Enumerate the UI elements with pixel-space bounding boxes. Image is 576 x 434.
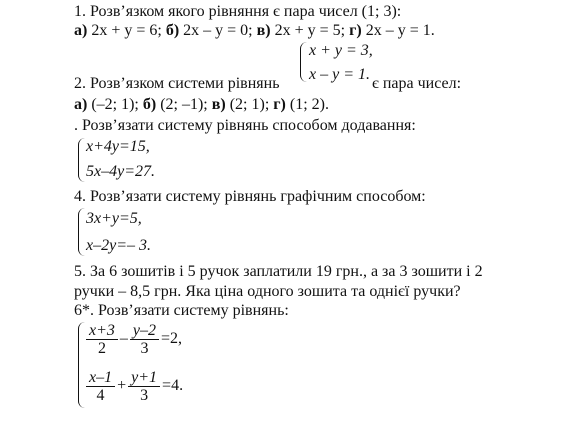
q6-eq2-frac1 <box>86 369 115 404</box>
q2-v-label: в) <box>211 96 226 113</box>
q4-brace <box>78 208 85 256</box>
q4-title: 4. Розв’язати систему рівнянь графічним способом: <box>74 188 426 205</box>
q1-b-label: б) <box>165 22 180 39</box>
q3-title: . Розв’язати систему рівнянь способом додавання: <box>74 117 416 134</box>
q1-title: 1. Розв’язком якого рівняння є пара чисел (1; 3): <box>74 3 402 20</box>
q6-eq1-num2: y–2 <box>130 322 159 340</box>
q2-a: (–2; 1); <box>91 96 139 113</box>
q1-b: 2x – y = 0; <box>183 22 253 39</box>
q2-b: (2; –1); <box>160 96 208 113</box>
q1-options <box>74 22 435 40</box>
q6-eq2-rhs: =4. <box>162 377 184 395</box>
q6-eq2-den1: 4 <box>96 387 105 404</box>
q6-eq1-op: – <box>119 330 128 348</box>
q6-eq2-den2: 3 <box>140 387 149 404</box>
q6-eq2-op: + <box>117 377 127 395</box>
q1-g: 2x – y = 1. <box>365 22 435 39</box>
q1-g-label: г) <box>349 22 362 39</box>
q6-eq2-num1: x–1 <box>86 369 115 387</box>
q6-eq2-num2: y+1 <box>128 369 160 387</box>
q6-eq1-rhs: =2, <box>161 330 183 348</box>
q1-a: 2x + y = 6; <box>91 22 162 39</box>
q5-line1: 5. За 6 зошитів і 5 ручок заплатили 19 грн., а за 3 зошити і 2 <box>74 263 483 280</box>
q2-eq1: x + y = 3, <box>309 42 373 59</box>
q6-eq1-den2: 3 <box>140 340 149 357</box>
q2-eq2: x – y = 1. <box>309 66 370 83</box>
q2-g: (1; 2). <box>289 96 329 113</box>
q6-title: 6*. Розв’язати систему рівнянь: <box>74 302 289 319</box>
q6-eq1-frac2 <box>130 322 159 357</box>
q2-g-label: г) <box>273 96 286 113</box>
q2-options <box>74 96 329 114</box>
q4-eq1: 3x+y=5, <box>86 210 142 227</box>
q2-a-label: а) <box>74 96 88 113</box>
q2-b-label: б) <box>142 96 157 113</box>
q1-a-label: а) <box>74 22 88 39</box>
q2-prefix: 2. Розв’язком системи рівнянь <box>74 75 280 92</box>
q6-eq1-num1: x+3 <box>86 322 118 340</box>
q6-eq1 <box>84 322 182 357</box>
q2-v: (2; 1); <box>229 96 270 113</box>
q4-eq2: x–2y=– 3. <box>86 237 151 254</box>
q3-brace <box>78 138 85 182</box>
q6-eq2 <box>84 369 183 404</box>
q3-eq1: x+4y=15, <box>86 138 150 155</box>
q6-eq2-frac2 <box>128 369 160 404</box>
q3-eq2: 5x–4y=27. <box>86 163 155 180</box>
q2-suffix: є пара чисел: <box>372 75 462 92</box>
q1-v: 2x + y = 5; <box>274 22 346 39</box>
q1-v-label: в) <box>256 22 271 39</box>
q5-line2: ручки – 8,5 грн. Яка ціна одного зошита та однієї ручки? <box>74 283 461 300</box>
q6-eq1-den1: 2 <box>97 340 106 357</box>
q2-brace <box>300 42 307 82</box>
q6-eq1-frac1 <box>86 322 118 357</box>
